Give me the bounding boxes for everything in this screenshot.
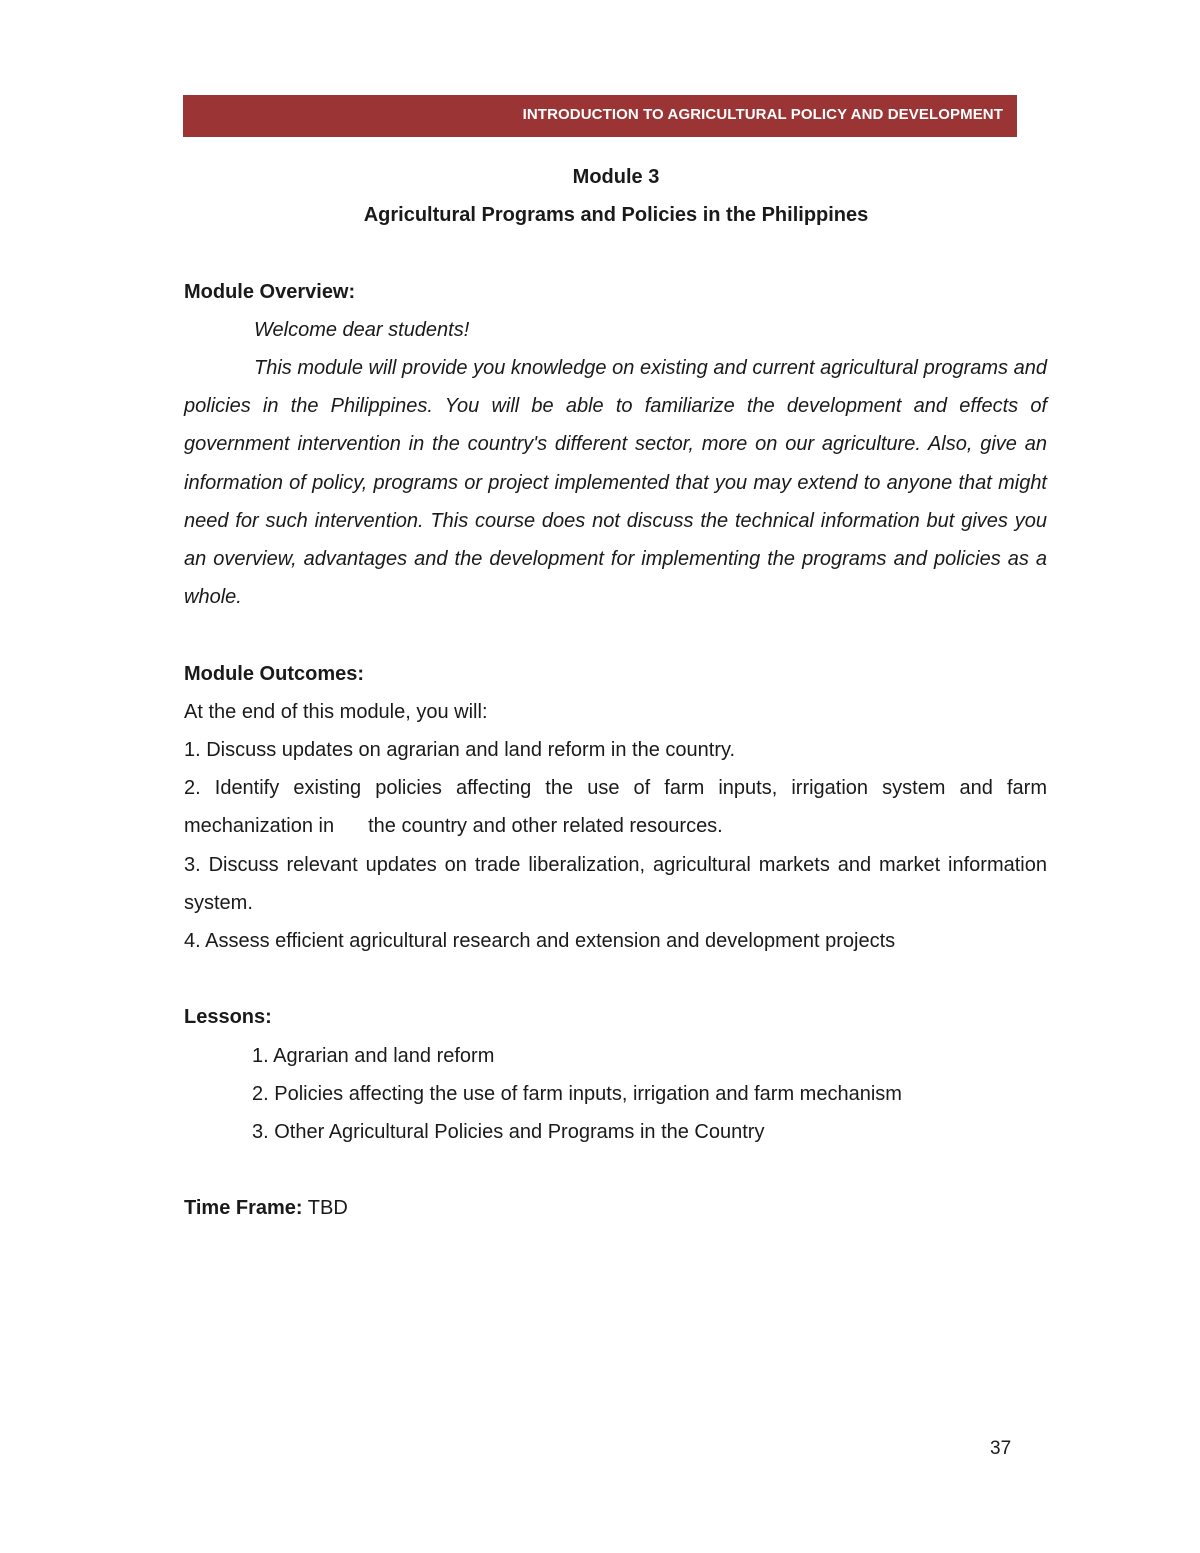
outcomes-intro: At the end of this module, you will: — [184, 700, 488, 723]
outcome-item-2-part2: the country and other related resources. — [368, 815, 723, 838]
outcome-item-3: 3. Discuss relevant updates on trade liberalization, agricultural markets and market information system. — [184, 853, 1047, 914]
page-number: 37 — [990, 1438, 1012, 1459]
lesson-item: 1. Agrarian and land reform — [252, 1044, 495, 1067]
overview-greeting: Welcome dear students! — [254, 318, 470, 341]
module-number: Module 3 — [572, 166, 660, 188]
time-frame-label: Time Frame: — [184, 1197, 303, 1220]
spacer — [184, 960, 1047, 998]
module-title: Agricultural Programs and Policies in the Philippines — [363, 204, 869, 227]
outcome-item-2 — [184, 769, 1047, 845]
overview-section — [184, 311, 1047, 617]
overview-body: This module will provide you knowledge on existing and current agricultural programs and policies in the Philippines. You will be able to familiarize the development and effects of government intervention in the country's different sector, more on our agriculture. Also, give an information of policy, programs or project implemented that you may extend to anyone that might need for such intervention. This course does not discuss the technical information but gives you an overview, advantages and the development for implementing the programs and policies as a whole. — [184, 357, 1047, 609]
time-frame — [184, 1189, 1047, 1227]
time-frame-value: TBD — [307, 1197, 348, 1220]
outcomes-heading: Module Outcomes: — [184, 662, 365, 685]
outcome-item-2-part1: 2. Identify existing policies affecting the use of farm inputs, irrigation system and farm mechanization in — [184, 777, 1047, 838]
outcome-item-4: 4. Assess efficient agricultural research and extension and development projects — [184, 930, 896, 953]
document-content — [184, 158, 1047, 1228]
lessons-heading: Lessons: — [184, 1006, 272, 1029]
overview-heading: Module Overview: — [184, 280, 356, 303]
spacer — [184, 1151, 1047, 1189]
spacer — [184, 616, 1047, 654]
outcome-item-1: 1. Discuss updates on agrarian and land reform in the country. — [184, 739, 736, 762]
lesson-item: 2. Policies affecting the use of farm inputs, irrigation and farm mechanism — [252, 1082, 902, 1105]
header-title: INTRODUCTION TO AGRICULTURAL POLICY AND DEVELOPMENT — [522, 106, 1003, 123]
lesson-item: 3. Other Agricultural Policies and Programs in the Country — [252, 1121, 765, 1144]
spacer — [184, 234, 1047, 272]
header-bar — [183, 95, 1017, 137]
